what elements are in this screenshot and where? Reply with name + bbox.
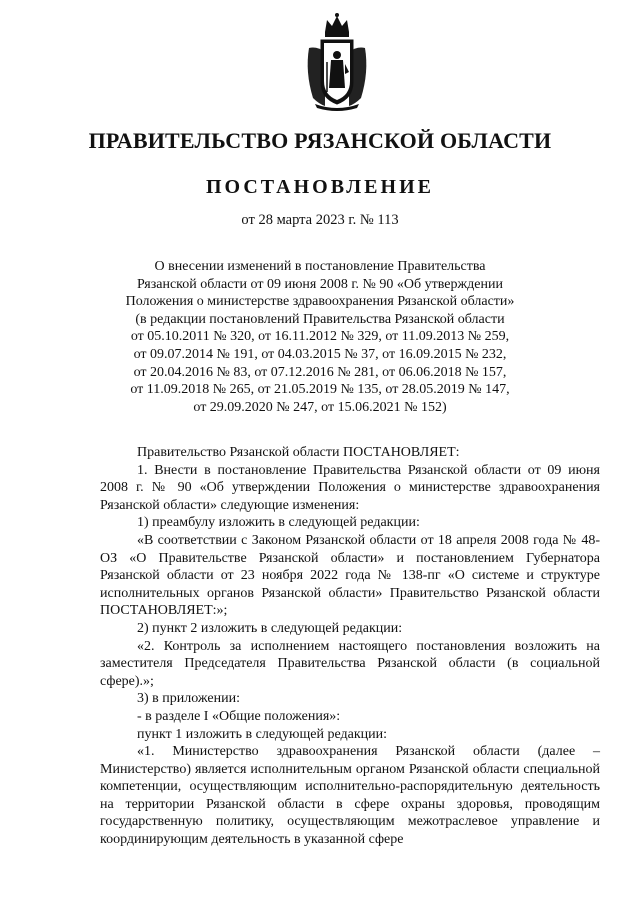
document-type: ПОСТАНОВЛЕНИЕ: [206, 176, 434, 198]
document-body: [100, 444, 600, 849]
document-subject: [100, 258, 540, 416]
body-paragraph: 3) в приложении:: [137, 691, 240, 707]
subject-line: Рязанской области от 09 июня 2008 г. № 90 «Об утверждении: [137, 276, 503, 292]
body-paragraph: 1. Внести в постановление Правительства Рязанской области от 09 июня 2008 г. № 90 «Об утверждении Положения о министерстве здравоохранения Рязанской области» следующие изменения:: [100, 462, 600, 513]
body-paragraph: 1) преамбулу изложить в следующей редакции:: [137, 515, 420, 531]
subject-line: от 29.09.2020 № 247, от 15.06.2021 № 152): [193, 399, 447, 415]
subject-line: (в редакции постановлений Правительства Рязанской области: [135, 311, 505, 327]
document-date-number: от 28 марта 2023 г. № 113: [241, 212, 399, 228]
body-paragraph: - в разделе I «Общие положения»:: [137, 708, 341, 724]
subject-line: Положения о министерстве здравоохранения Рязанской области»: [125, 294, 515, 310]
body-paragraph: 2) пункт 2 изложить в следующей редакции:: [137, 620, 403, 636]
body-paragraph: пункт 1 изложить в следующей редакции:: [137, 726, 387, 742]
body-paragraph: «2. Контроль за исполнением настоящего постановления возложить на заместителя Председателя Правительства Рязанской области (в социальной сфере).»;: [100, 638, 600, 689]
body-paragraph: Правительство Рязанской области ПОСТАНОВЛЯЕТ:: [137, 445, 460, 460]
body-paragraph: «В соответствии с Законом Рязанской области от 18 апреля 2008 года № 48-ОЗ «О Правительстве Рязанской области» и постановлением Губернатора Рязанской области от 23 ноября 2022 года № 138-пг «О системе и структуре исполнительных органов Рязанской области» Правительство Рязанской области ПОСТАНОВЛЯЕТ:»;: [100, 532, 600, 619]
coat-of-arms-emblem: [295, 12, 379, 112]
subject-line: от 05.10.2011 № 320, от 16.11.2012 № 329, от 11.09.2013 № 259,: [130, 329, 510, 345]
subject-line: от 09.07.2014 № 191, от 04.03.2015 № 37, от 16.09.2015 № 232,: [133, 346, 507, 362]
subject-line: от 20.04.2016 № 83, от 07.12.2016 № 281, от 06.06.2018 № 157,: [133, 364, 507, 380]
subject-line: О внесении изменений в постановление Правительства: [154, 259, 486, 274]
body-paragraph: «1. Министерство здравоохранения Рязанской области (далее – Министерство) является исполнительным органом Рязанской области специальной компетенции, осуществляющим исполнительно-распорядительную деятельность на территории Рязанской области в сфере охраны здоровья, проводящим государственную политику, осуществляющим межотраслевое управление и координирующим деятельность в указанной сфере: [100, 744, 600, 848]
subject-line: от 11.09.2018 № 265, от 21.05.2019 № 135, от 28.05.2019 № 147,: [130, 382, 510, 398]
government-title: ПРАВИТЕЛЬСТВО РЯЗАНСКОЙ ОБЛАСТИ: [88, 128, 552, 153]
